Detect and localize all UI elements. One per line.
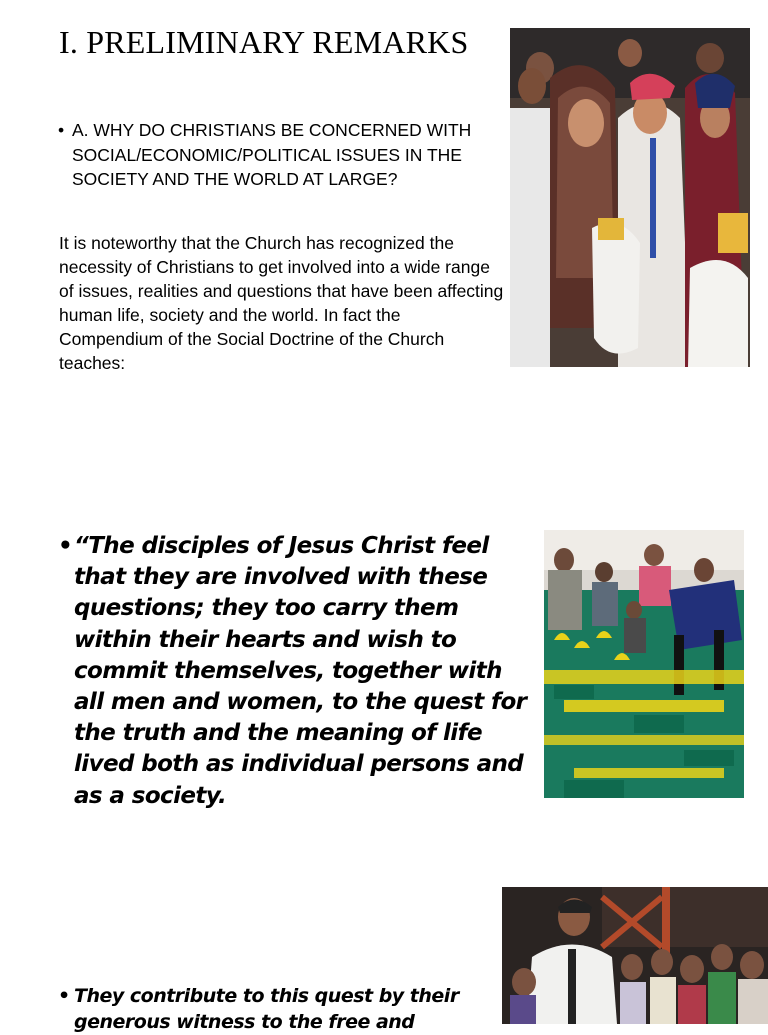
quote-bullet — [58, 531, 528, 812]
quote-text: “The disciples of Jesus Christ feel that they are involved with these questions; they too carry them within their hearts and wish to commit themselves, together with all men and women, to the quest for the truth and the meaning of life lived both as individual persons and as a society. — [74, 533, 527, 809]
contribution-text: They contribute to this quest by their generous witness to the free and — [74, 985, 459, 1033]
contribution-bullet — [58, 983, 494, 1035]
question-text: A. WHY DO CHRISTIANS BE CONCERNED WITH SOCIAL/ECONOMIC/POLITICAL ISSUES IN THE SOCIETY AND THE WORLD AT LARGE? — [72, 120, 472, 189]
relief-bags-photo — [544, 530, 744, 798]
relief-photo-illustration — [510, 28, 750, 367]
bags-photo-illustration — [544, 530, 744, 798]
bullet-marker: • — [58, 533, 73, 559]
crowd-photo-illustration — [502, 887, 768, 1024]
slide-title: I. PRELIMINARY REMARKS — [59, 24, 469, 60]
bullet-marker: • — [58, 120, 65, 140]
relief-distribution-photo — [510, 28, 750, 367]
question-bullet — [58, 118, 506, 192]
intro-paragraph: It is noteworthy that the Church has recognized the necessity of Christians to get involved into a wide range of issues, realities and questions that have been affecting human life, society and the world. In fact the Compendium of the Social Doctrine of the Church teaches: — [59, 233, 504, 373]
bullet-marker: • — [58, 985, 70, 1007]
crowd-photo — [502, 887, 768, 1024]
